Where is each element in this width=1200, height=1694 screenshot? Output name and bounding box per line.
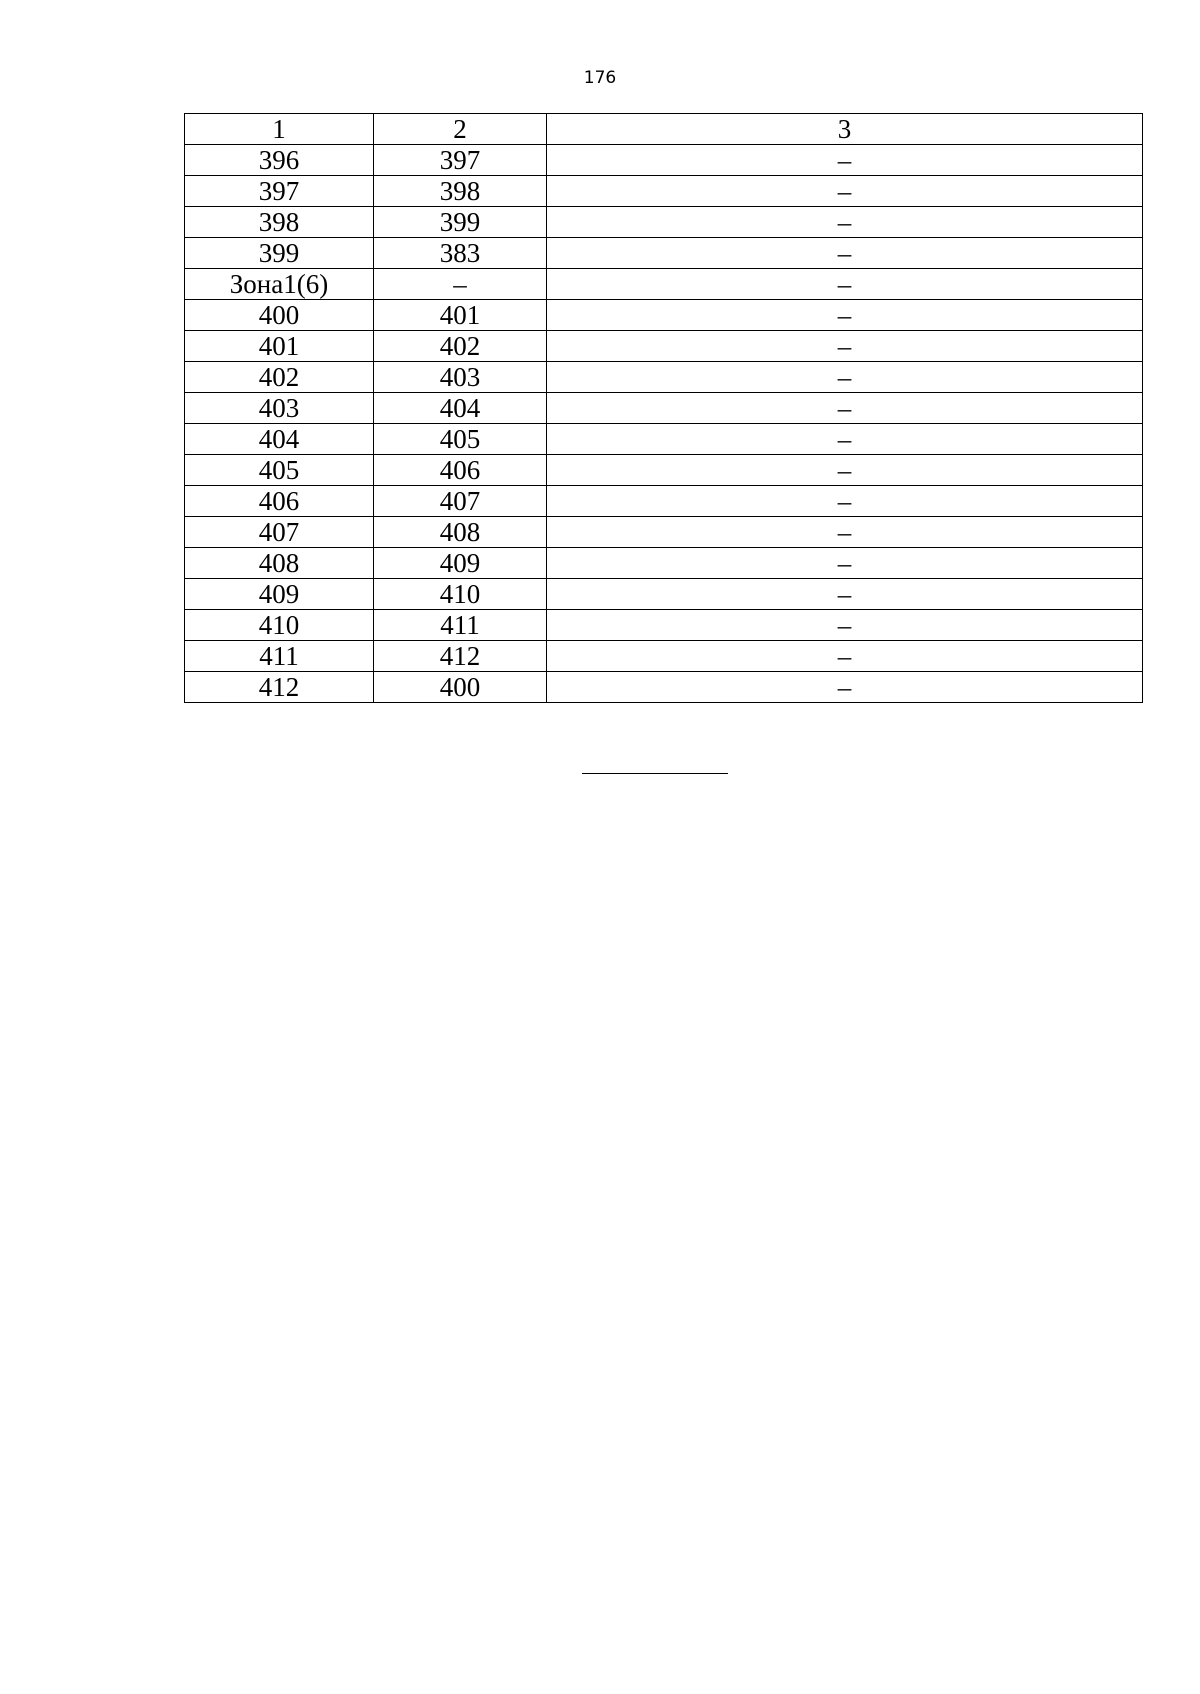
end-rule xyxy=(582,773,728,774)
table-cell-col-1: 407 xyxy=(185,517,374,548)
table-cell-col-3: – xyxy=(547,176,1143,207)
table-cell-col-1: 400 xyxy=(185,300,374,331)
table-row xyxy=(185,300,1143,331)
table-cell-col-1: 397 xyxy=(185,176,374,207)
table-row xyxy=(185,331,1143,362)
table-cell-col-2: 398 xyxy=(374,176,547,207)
table-header-row xyxy=(185,114,1143,145)
table-cell-col-3: – xyxy=(547,300,1143,331)
table-cell-col-1: 411 xyxy=(185,641,374,672)
table-row xyxy=(185,362,1143,393)
table-cell-col-1: 408 xyxy=(185,548,374,579)
table-cell-col-1: 406 xyxy=(185,486,374,517)
header-cell-2: 2 xyxy=(374,114,547,145)
table-cell-col-2: 403 xyxy=(374,362,547,393)
table-cell-col-1: 396 xyxy=(185,145,374,176)
table-cell-col-1: 409 xyxy=(185,579,374,610)
header-cell-1: 1 xyxy=(185,114,374,145)
table-cell-col-3: – xyxy=(547,548,1143,579)
table-cell-col-2: 405 xyxy=(374,424,547,455)
table-row xyxy=(185,517,1143,548)
table-cell-col-3: – xyxy=(547,362,1143,393)
table-cell-col-1: 401 xyxy=(185,331,374,362)
table-cell-col-1: 410 xyxy=(185,610,374,641)
table-cell-col-2: 408 xyxy=(374,517,547,548)
table-cell-col-2: 407 xyxy=(374,486,547,517)
table-cell-col-3: – xyxy=(547,331,1143,362)
table-cell-col-2: 412 xyxy=(374,641,547,672)
table-row xyxy=(185,207,1143,238)
table-cell-col-1: 405 xyxy=(185,455,374,486)
table-row xyxy=(185,455,1143,486)
table-row xyxy=(185,424,1143,455)
table-row xyxy=(185,176,1143,207)
table-cell-col-3: – xyxy=(547,269,1143,300)
table-row xyxy=(185,672,1143,703)
table-cell-col-3: – xyxy=(547,424,1143,455)
table-cell-col-1: 412 xyxy=(185,672,374,703)
table-cell-col-3: – xyxy=(547,672,1143,703)
table-cell-col-2: 399 xyxy=(374,207,547,238)
table-cell-col-1: 398 xyxy=(185,207,374,238)
table-body xyxy=(185,114,1143,703)
table-cell-col-1: 402 xyxy=(185,362,374,393)
table-cell-col-2: 401 xyxy=(374,300,547,331)
table-cell-col-2: 409 xyxy=(374,548,547,579)
table-row xyxy=(185,238,1143,269)
table-cell-col-2: 400 xyxy=(374,672,547,703)
table-cell-col-2: 411 xyxy=(374,610,547,641)
table-cell-col-2: 397 xyxy=(374,145,547,176)
table-row xyxy=(185,610,1143,641)
table-row xyxy=(185,269,1143,300)
table-cell-col-3: – xyxy=(547,455,1143,486)
table-cell-col-1: 404 xyxy=(185,424,374,455)
data-table xyxy=(184,113,1143,703)
table-cell-col-3: – xyxy=(547,393,1143,424)
table-row xyxy=(185,486,1143,517)
table-cell-col-3: – xyxy=(547,238,1143,269)
table-row xyxy=(185,145,1143,176)
page-number: 176 xyxy=(583,68,617,88)
table-cell-col-3: – xyxy=(547,641,1143,672)
table-cell-col-1: Зона1(6) xyxy=(185,269,374,300)
table-cell-col-1: 399 xyxy=(185,238,374,269)
table-row xyxy=(185,393,1143,424)
table-cell-col-3: – xyxy=(547,517,1143,548)
table-cell-col-3: – xyxy=(547,486,1143,517)
table-row xyxy=(185,641,1143,672)
header-cell-3: 3 xyxy=(547,114,1143,145)
table-row xyxy=(185,548,1143,579)
table-cell-col-2: – xyxy=(374,269,547,300)
table-cell-col-2: 404 xyxy=(374,393,547,424)
table-cell-col-1: 403 xyxy=(185,393,374,424)
table-cell-col-3: – xyxy=(547,579,1143,610)
table-row xyxy=(185,579,1143,610)
table-cell-col-2: 406 xyxy=(374,455,547,486)
table-cell-col-2: 410 xyxy=(374,579,547,610)
table-cell-col-3: – xyxy=(547,145,1143,176)
table-cell-col-2: 383 xyxy=(374,238,547,269)
table-cell-col-2: 402 xyxy=(374,331,547,362)
table-cell-col-3: – xyxy=(547,610,1143,641)
table-cell-col-3: – xyxy=(547,207,1143,238)
